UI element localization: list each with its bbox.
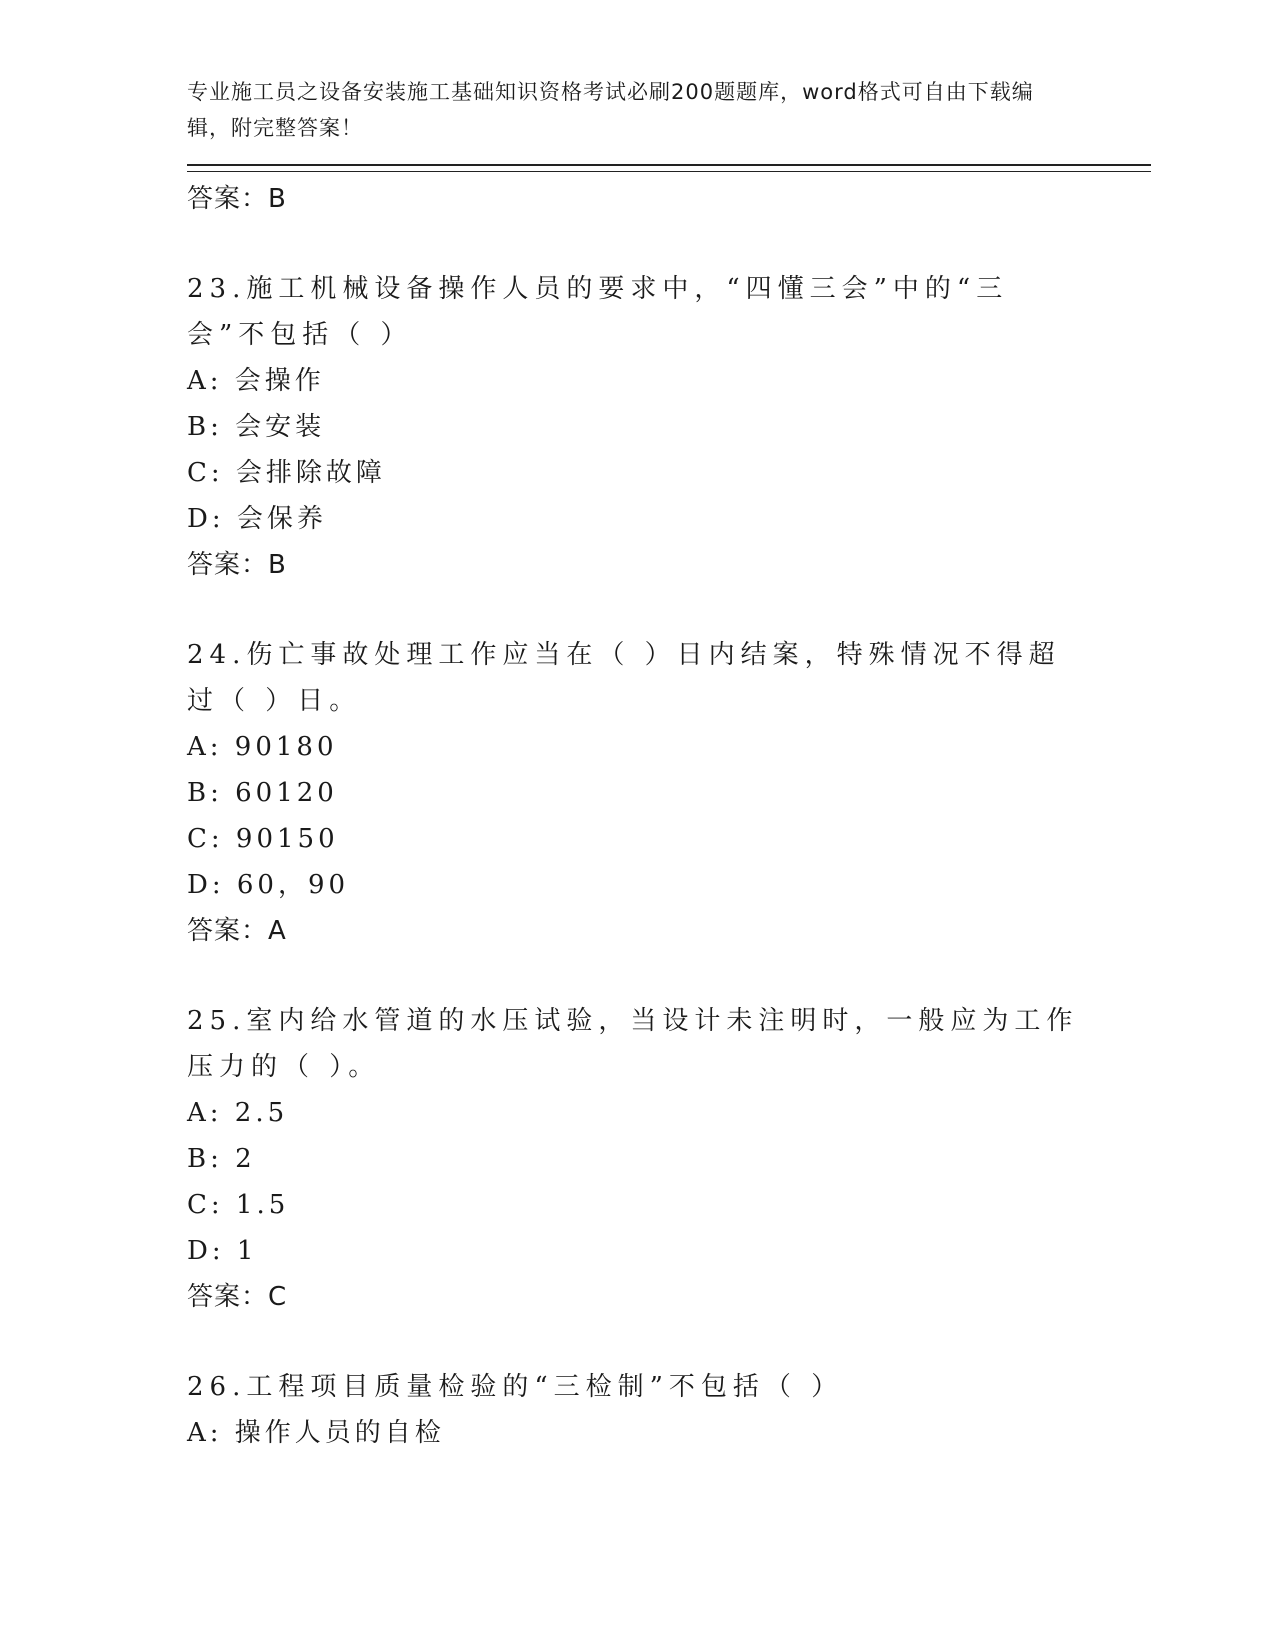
document-page [187, 74, 1151, 1456]
option-c: C: 1.5 [187, 1190, 290, 1220]
option-c: C: 90150 [187, 824, 339, 854]
answer-line: 答案：B [187, 550, 287, 580]
question-stem: 23.施工机械设备操作人员的要求中，“四懂三会”中的“三会”不包括（ ） [187, 274, 1009, 350]
option-d: D: 1 [187, 1236, 258, 1266]
option-b: B: 2 [187, 1144, 256, 1174]
option-a: A: 会操作 [187, 366, 325, 396]
question-stem: 25.室内给水管道的水压试验，当设计未注明时，一般应为工作压力的（ ）。 [187, 1006, 1079, 1082]
answer-line: 答案：A [187, 916, 287, 946]
question-stem: 26.工程项目质量检验的“三检制”不包括（ ） [187, 1372, 844, 1402]
answer-line: 答案：C [187, 1282, 288, 1312]
option-a: A: 90180 [187, 732, 338, 762]
question-24 [187, 632, 1151, 954]
answer-line: 答案：B [187, 184, 287, 214]
option-d: D: 60，90 [187, 870, 350, 900]
document-header: 专业施工员之设备安装施工基础知识资格考试必刷200题题库，word格式可自由下载编辑，附完整答案！ [187, 80, 1034, 140]
question-23 [187, 266, 1151, 588]
option-b: B: 60120 [187, 778, 338, 808]
question-26 [187, 1364, 1151, 1456]
header-divider [187, 164, 1151, 172]
question-stem: 24.伤亡事故处理工作应当在（ ）日内结案，特殊情况不得超过（ ）日。 [187, 640, 1061, 716]
option-b: B: 会安装 [187, 412, 326, 442]
option-c: C: 会排除故障 [187, 458, 386, 488]
option-d: D: 会保养 [187, 504, 327, 534]
option-a: A: 2.5 [187, 1098, 289, 1128]
option-a: A: 操作人员的自检 [187, 1418, 445, 1448]
question-25 [187, 998, 1151, 1320]
